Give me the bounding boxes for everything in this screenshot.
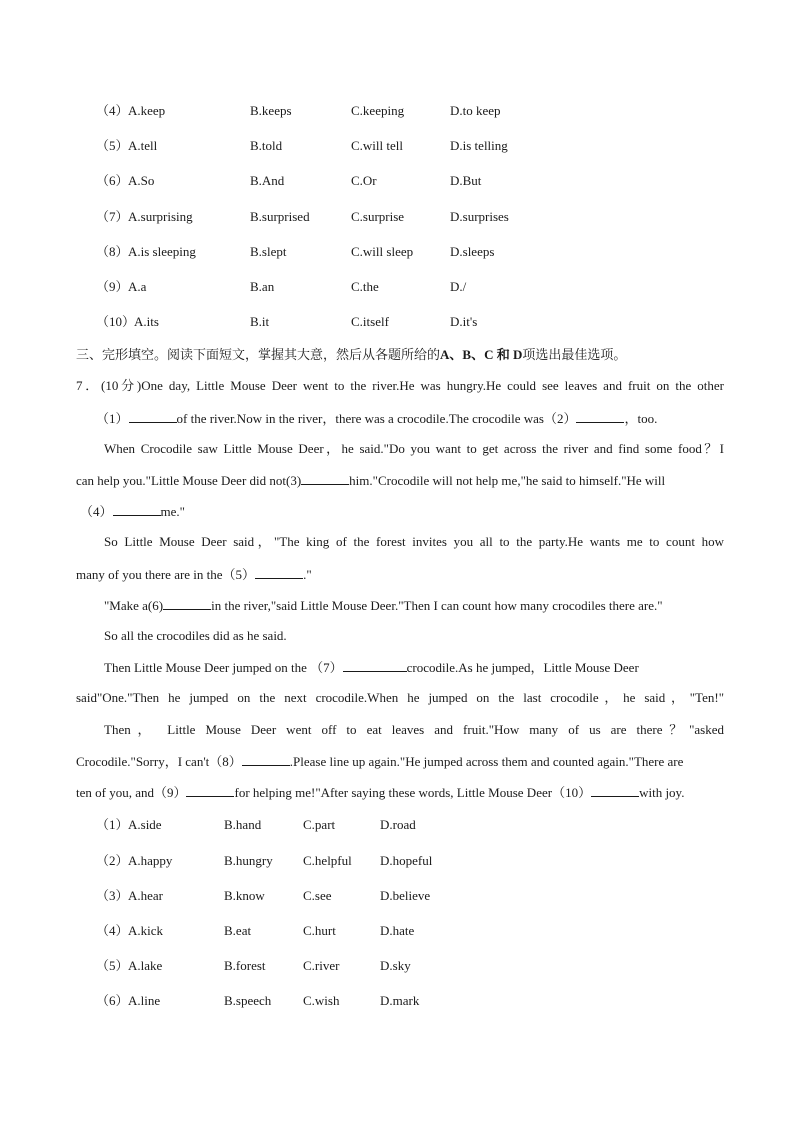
passage-text: "Make a(6): [104, 598, 164, 613]
option-c: C.wish: [303, 993, 340, 1008]
option-a: A.keep: [128, 103, 166, 118]
option-a: A.side: [128, 817, 162, 832]
option-a: A.is sleeping: [128, 244, 196, 259]
heading-text: 三、完形填空。阅读下面短文，掌握其大意，然后从各题所给的: [76, 347, 441, 362]
passage-text: One day, Little Mouse Deer went to the river.He was hungry.He could see leaves and fruit on the other: [141, 378, 724, 393]
passage-text: Then Little Mouse Deer jumped on the （7）: [104, 660, 343, 675]
answer-blank[interactable]: [242, 752, 290, 766]
passage-text: ，too.: [624, 411, 658, 426]
heading-text-end: 项选出最佳选项。: [522, 347, 627, 362]
option-b: B.eat: [224, 923, 252, 938]
option-c: C.helpful: [303, 853, 352, 868]
option-number: （4）: [96, 103, 129, 118]
option-number: （7）: [96, 209, 129, 224]
passage-line: [104, 627, 724, 645]
blank-number: （4）: [80, 504, 113, 519]
passage-line: [104, 440, 724, 458]
question-score: (10分): [101, 378, 142, 393]
passage-text: .": [303, 567, 312, 582]
passage-text: in the river,"said Little Mouse Deer."Then I can count how many crocodiles there are.": [211, 598, 663, 613]
option-number: （9）: [96, 279, 129, 294]
option-d: D.is telling: [450, 138, 508, 153]
answer-blank[interactable]: [255, 565, 303, 579]
option-d: D.sleeps: [450, 244, 495, 259]
answer-blank[interactable]: [301, 471, 349, 485]
passage-text: So Little Mouse Deer said，"The king of the forest invites you all to the party.He wants me to count how: [104, 534, 724, 549]
option-d: D.hate: [380, 923, 415, 938]
option-a: A.lake: [128, 958, 163, 973]
option-a: A.kick: [128, 923, 164, 938]
option-c: C.will tell: [351, 138, 403, 153]
section-heading: [76, 346, 724, 364]
blank-number: （1）: [96, 411, 129, 426]
answer-blank[interactable]: [576, 409, 624, 423]
option-b: B.speech: [224, 993, 272, 1008]
option-c: C.hurt: [303, 923, 336, 938]
passage-text: When Crocodile saw Little Mouse Deer，he said."Do you want to get across the river and find some food？I: [104, 441, 724, 456]
passage-line: [76, 565, 724, 583]
passage-text: .Please line up again."He jumped across them and counted again."There are: [289, 754, 684, 769]
option-b: B.told: [250, 138, 283, 153]
passage-line: [96, 409, 724, 427]
passage-text: can help you."Little Mouse Deer did not(3): [76, 473, 302, 488]
option-d: D.to keep: [450, 103, 501, 118]
option-b: B.know: [224, 888, 265, 903]
option-c: C.Or: [351, 173, 377, 188]
option-number: （6）: [96, 173, 129, 188]
option-c: C.the: [351, 279, 379, 294]
passage-text: said"One."Then he jumped on the next crocodile.When he jumped on the last crocodile，he said，"Ten!": [76, 690, 724, 705]
option-c: C.keeping: [351, 103, 405, 118]
passage-text: Then， Little Mouse Deer went off to eat leaves and fruit."How many of us are there？"asked: [104, 722, 724, 737]
passage-line: [76, 689, 724, 707]
option-b: B.hungry: [224, 853, 273, 868]
passage-text: with joy.: [639, 785, 685, 800]
option-a: A.hear: [128, 888, 164, 903]
option-b: B.slept: [250, 244, 287, 259]
option-b: B.hand: [224, 817, 262, 832]
passage-line: [104, 658, 724, 676]
passage-line: [104, 533, 724, 551]
option-number: （5）: [96, 138, 129, 153]
option-a: A.So: [128, 173, 155, 188]
option-b: B.it: [250, 314, 270, 329]
question-number: 7．: [76, 378, 102, 393]
option-b: B.And: [250, 173, 285, 188]
answer-blank[interactable]: [163, 596, 211, 610]
passage-line: [76, 471, 724, 489]
passage-text: him."Crocodile will not help me,"he said to himself."He will: [349, 473, 666, 488]
option-d: D.sky: [380, 958, 411, 973]
option-b: B.keeps: [250, 103, 292, 118]
passage-line: [76, 377, 724, 395]
passage-line: [104, 721, 724, 739]
option-c: C.itself: [351, 314, 389, 329]
option-d: D.mark: [380, 993, 420, 1008]
option-d: D.believe: [380, 888, 431, 903]
answer-blank[interactable]: [591, 783, 639, 797]
option-number: （8）: [96, 244, 129, 259]
option-a: A.tell: [128, 138, 158, 153]
option-c: C.river: [303, 958, 340, 973]
passage-text: Crocodile."Sorry，I can't（8）: [76, 754, 242, 769]
option-d: D.road: [380, 817, 416, 832]
option-number: （2）: [96, 853, 129, 868]
passage-line: [76, 783, 724, 801]
option-d: D./: [450, 279, 467, 294]
option-d: D.it's: [450, 314, 478, 329]
option-b: B.forest: [224, 958, 266, 973]
passage-text: for helping me!"After saying these words, Little Mouse Deer（10）: [234, 785, 592, 800]
option-a: A.surprising: [128, 209, 193, 224]
heading-bold-text: A、B、C 和 D: [440, 347, 523, 362]
passage-text: So all the crocodiles did as he said.: [104, 628, 287, 643]
option-b: B.surprised: [250, 209, 310, 224]
option-number: （10）: [96, 314, 136, 329]
passage-text: me.": [160, 504, 185, 519]
passage-line: [76, 752, 724, 770]
option-d: D.surprises: [450, 209, 509, 224]
answer-blank[interactable]: [186, 783, 234, 797]
passage-text: of the river.Now in the river，there was a crocodile.The crocodile was（2）: [176, 411, 577, 426]
option-a: A.its: [134, 314, 159, 329]
option-a: A.happy: [128, 853, 173, 868]
passage-line: [104, 596, 724, 614]
option-number: （6）: [96, 993, 129, 1008]
option-a: A.line: [128, 993, 161, 1008]
answer-blank[interactable]: [113, 502, 161, 516]
option-d: D.hopeful: [380, 853, 433, 868]
option-c: C.see: [303, 888, 332, 903]
option-d: D.But: [450, 173, 482, 188]
option-b: B.an: [250, 279, 275, 294]
option-c: C.surprise: [351, 209, 405, 224]
option-number: （1）: [96, 817, 129, 832]
option-number: （3）: [96, 888, 129, 903]
passage-text: ten of you, and（9）: [76, 785, 187, 800]
answer-blank[interactable]: [129, 409, 177, 423]
option-a: A.a: [128, 279, 147, 294]
passage-line: [80, 502, 728, 520]
option-c: C.will sleep: [351, 244, 414, 259]
option-number: （5）: [96, 958, 129, 973]
answer-blank[interactable]: [343, 658, 407, 672]
passage-text: many of you there are in the（5）: [76, 567, 256, 582]
option-c: C.part: [303, 817, 336, 832]
passage-text: crocodile.As he jumped，Little Mouse Deer: [406, 660, 639, 675]
option-number: （4）: [96, 923, 129, 938]
